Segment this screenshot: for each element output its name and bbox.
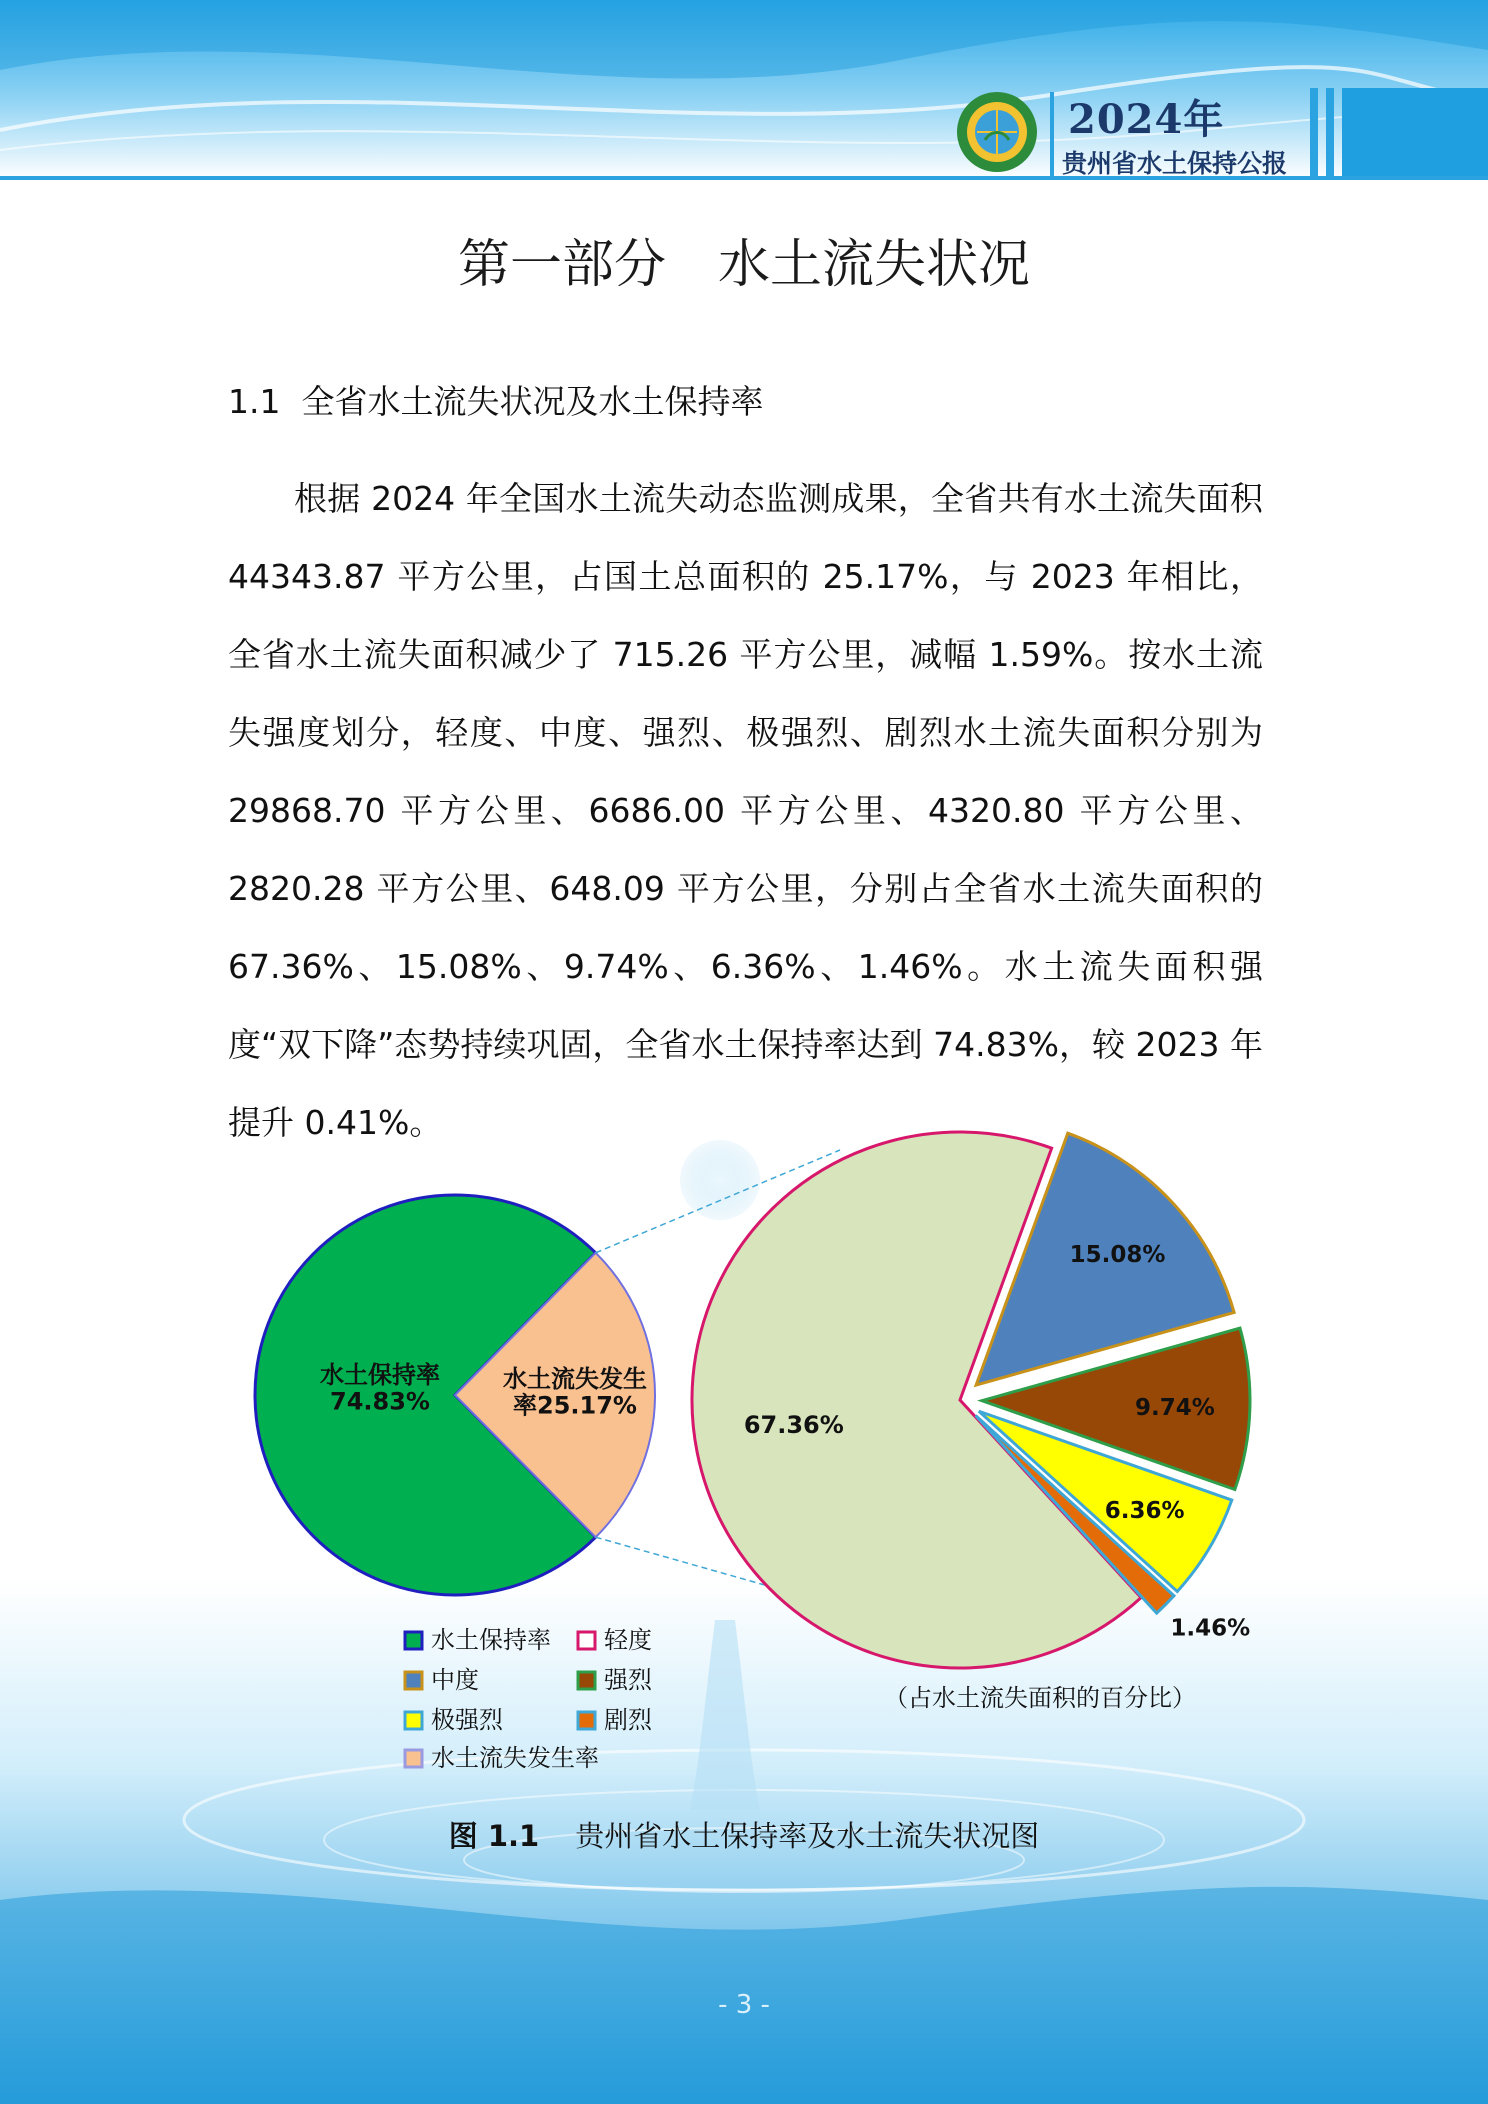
header-subtitle: 贵州省水土保持公报	[1062, 149, 1288, 178]
figure-number: 图 1.1	[448, 1819, 540, 1853]
legend-swatch	[405, 1632, 422, 1649]
legend-swatch	[405, 1712, 422, 1729]
pie-label-intense: 9.74%	[1134, 1394, 1215, 1421]
legend-swatch	[405, 1672, 422, 1689]
legend-label: 极强烈	[431, 1706, 503, 1734]
section-title: 1.1 全省水土流失状况及水土保持率	[228, 382, 764, 421]
legend-label: 水土保持率	[431, 1626, 551, 1654]
header-year: 2024年	[1068, 96, 1225, 143]
pie-label-moderate: 15.08%	[1069, 1241, 1166, 1268]
page-number: - 3 -	[718, 1990, 770, 2020]
legend-label: 强烈	[604, 1666, 652, 1694]
body-paragraph: 根据 2024 年全国水土流失动态监测成果，全省共有水土流失面积 44343.87 平方公里，占国土总面积的 25.17%，与 2023 年相比，全省水土流失面积减少了 715.26 平方公里，减幅 1.59%。按水土流失强度划分，轻度、中度、强烈、极强烈、剧烈水土流失面积分别为 29868.70 平方公里、6686.00 平方公里、4320.80 平方公里、2820.28 平方公里、648.09 平方公里，分别占全省水土流失面积的 67.36%、15.08%、9.74%、6.36%、1.46%。水土流失面积强度“双下降”态势持续巩固，全省水土保持率达到 74.83%，较 2023 年提升 0.41%。	[228, 479, 1263, 1142]
legend-label: 轻度	[604, 1626, 652, 1654]
legend-swatch	[578, 1632, 595, 1649]
pie-label-conservation: 水土保持率 74.83%	[320, 1361, 440, 1416]
pie-label-severe: 1.46%	[1170, 1615, 1251, 1642]
legend-swatch	[405, 1750, 422, 1767]
figure-caption	[0, 1814, 1488, 1855]
legend-swatch	[578, 1672, 595, 1689]
part-title: 第一部分 水土流失状况	[457, 235, 1030, 295]
pie-label-light: 67.36%	[743, 1411, 844, 1440]
legend-label: 剧烈	[604, 1706, 652, 1734]
legend-swatch	[578, 1712, 595, 1729]
pie-label-loss: 水土流失发生率25.17%	[503, 1365, 647, 1420]
pie-label-very-intense: 6.36%	[1104, 1498, 1185, 1525]
legend-label: 水土流失发生率	[431, 1744, 599, 1772]
right-pie-note: （占水土流失面积的百分比）	[884, 1684, 1196, 1712]
figure-title: 贵州省水土保持率及水土流失状况图	[575, 1819, 1040, 1853]
legend-label: 中度	[431, 1666, 479, 1694]
